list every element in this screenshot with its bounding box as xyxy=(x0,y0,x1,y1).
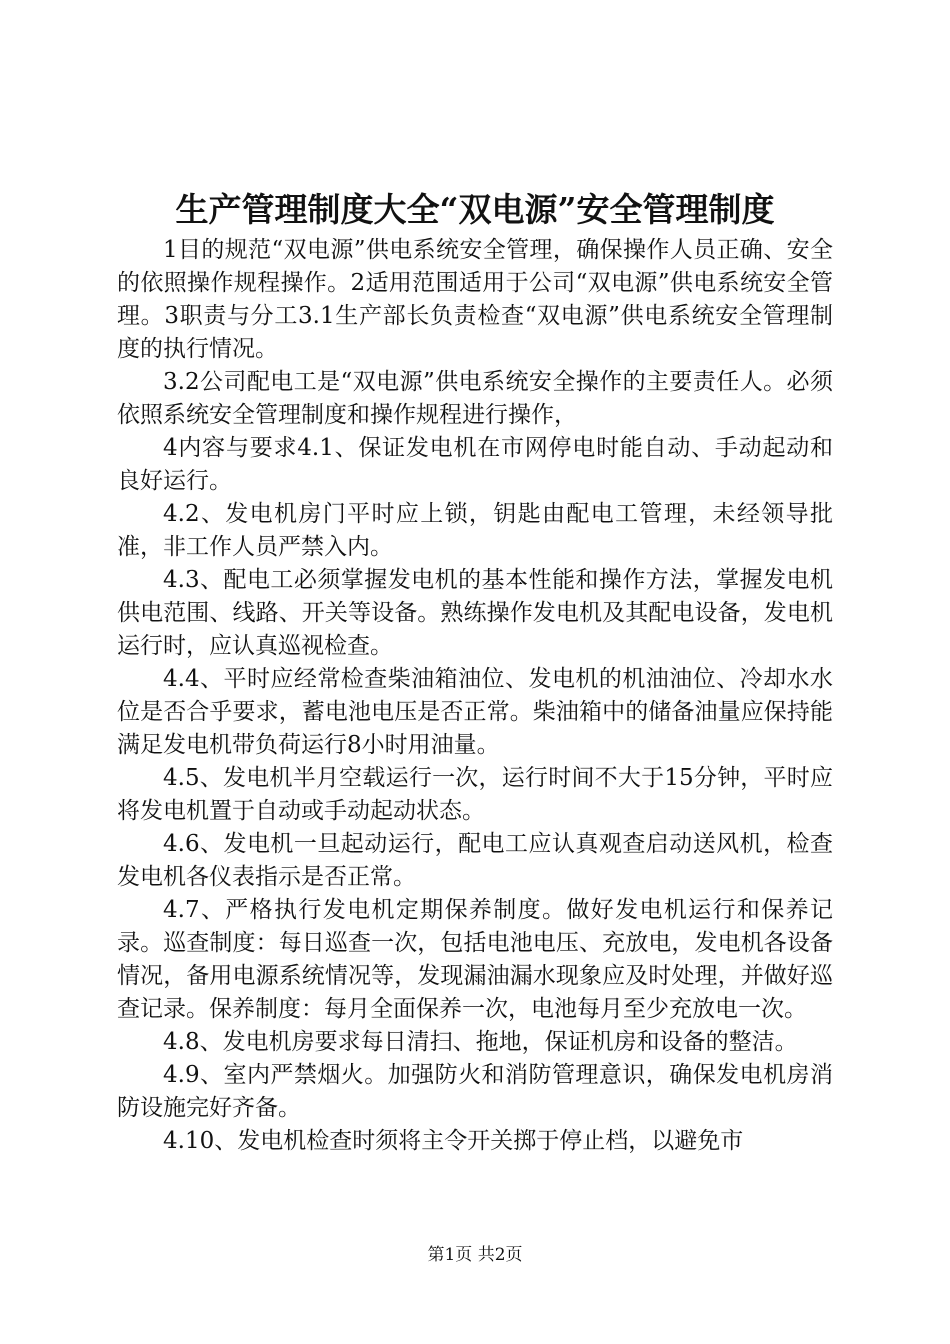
paragraph: 1目的规范“双电源”供电系统安全管理，确保操作人员正确、安全的依照操作规程操作。2适用范围适用于公司“双电源”供电系统安全管理。3职责与分工3.1生产部长负责检查“双电源”供电系统安全管理制度的执行情况。 xyxy=(117,237,833,362)
paragraph: 4.8、发电机房要求每日清扫、拖地，保证机房和设备的整洁。 xyxy=(163,1029,798,1055)
page-number-footer: 第1页 共2页 xyxy=(427,1245,523,1265)
paragraph: 4.9、室内严禁烟火。加强防火和消防管理意识，确保发电机房消防设施完好齐备。 xyxy=(117,1062,833,1121)
paragraph: 4.7、严格执行发电机定期保养制度。做好发电机运行和保养记录。巡查制度：每日巡查一次，包括电池电压、充放电，发电机各设备情况，备用电源系统情况等，发现漏油漏水现象应及时处理，并做好巡查记录。保养制度：每月全面保养一次，电池每月至少充放电一次。 xyxy=(117,897,833,1022)
paragraph: 4内容与要求4.1、保证发电机在市网停电时能自动、手动起动和良好运行。 xyxy=(117,435,833,494)
paragraph: 4.10、发电机检查时须将主令开关掷于停止档，以避免市 xyxy=(163,1128,744,1154)
paragraph: 4.3、配电工必须掌握发电机的基本性能和操作方法，掌握发电机供电范围、线路、开关等设备。熟练操作发电机及其配电设备，发电机运行时，应认真巡视检查。 xyxy=(117,567,833,659)
paragraph: 4.4、平时应经常检查柴油箱油位、发电机的机油油位、冷却水水位是否合乎要求，蓄电池电压是否正常。柴油箱中的储备油量应保持能满足发电机带负荷运行8小时用油量。 xyxy=(117,666,833,758)
paragraph: 4.6、发电机一旦起动运行，配电工应认真观查启动送风机，检查发电机各仪表指示是否正常。 xyxy=(117,831,833,890)
paragraph: 4.5、发电机半月空载运行一次，运行时间不大于15分钟，平时应将发电机置于自动或手动起动状态。 xyxy=(117,765,833,824)
document-body xyxy=(117,234,833,1158)
paragraph: 4.2、发电机房门平时应上锁，钥匙由配电工管理，未经领导批准，非工作人员严禁入内。 xyxy=(117,501,833,560)
paragraph: 3.2公司配电工是“双电源”供电系统安全操作的主要责任人。必须依照系统安全管理制度和操作规程进行操作， xyxy=(117,369,833,428)
document-title: 生产管理制度大全“双电源”安全管理制度 xyxy=(175,190,775,229)
